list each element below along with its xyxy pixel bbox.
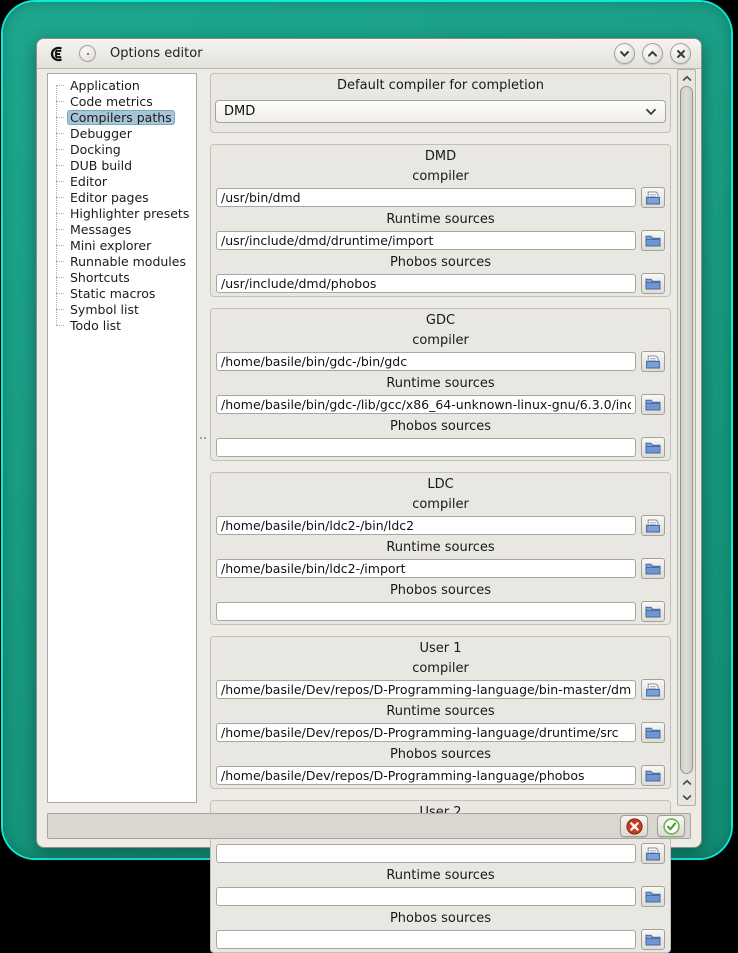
browse-runtime-button[interactable] <box>641 558 665 579</box>
runtime-row <box>216 886 665 907</box>
group-title: LDC <box>427 477 454 492</box>
sidebar-item-debugger[interactable] <box>48 125 196 141</box>
phobos-row <box>216 929 665 950</box>
browse-runtime-button[interactable] <box>641 230 665 251</box>
sidebar-item-runnable-modules[interactable] <box>48 253 196 269</box>
sidebar-splitter[interactable] <box>197 73 208 803</box>
runtime-label: Runtime sources <box>386 540 495 555</box>
phobos-label: Phobos sources <box>389 419 492 434</box>
runtime-label: Runtime sources <box>386 704 495 719</box>
compiler-label: compiler <box>412 333 469 348</box>
compiler-row <box>216 843 665 864</box>
runtime-label: Runtime sources <box>386 376 495 391</box>
group-title: GDC <box>425 313 456 328</box>
folder-icon <box>645 933 661 946</box>
gdc-runtime-input[interactable] <box>216 395 636 414</box>
sidebar-item-shortcuts[interactable] <box>48 269 196 285</box>
sidebar-item-label: Editor <box>70 173 107 189</box>
phobos-row <box>216 437 665 458</box>
sidebar-item-symbol-list[interactable] <box>48 301 196 317</box>
compiler-group-dmd <box>210 144 671 297</box>
phobos-row <box>216 601 665 622</box>
sidebar-item-todo-list[interactable] <box>48 317 196 333</box>
folder-icon <box>645 769 661 782</box>
sidebar-item-label: Symbol list <box>70 301 139 317</box>
folder-icon <box>645 726 661 739</box>
sidebar-item-label: Debugger <box>70 125 132 141</box>
folder-icon <box>645 234 661 247</box>
sidebar-item-label: Editor pages <box>70 189 149 205</box>
sidebar-item-editor[interactable] <box>48 173 196 189</box>
browse-runtime-button[interactable] <box>641 886 665 907</box>
group-title: User 1 <box>419 641 462 656</box>
compiler-row <box>216 515 665 536</box>
phobos-label: Phobos sources <box>389 583 492 598</box>
cancel-icon <box>626 818 643 835</box>
sidebar-item-label: DUB build <box>70 157 133 173</box>
folder-icon <box>645 277 661 290</box>
sidebar-item-messages[interactable] <box>48 221 196 237</box>
user-2-phobos-input[interactable] <box>216 930 636 949</box>
compiler-row <box>216 679 665 700</box>
category-list <box>47 73 197 803</box>
folder-icon <box>645 890 661 903</box>
open-file-icon <box>645 847 661 861</box>
scroll-down-button[interactable] <box>678 790 695 804</box>
folder-icon <box>645 562 661 575</box>
runtime-row <box>216 558 665 579</box>
user-2-runtime-input[interactable] <box>216 887 636 906</box>
user-1-phobos-input[interactable] <box>216 766 636 785</box>
sidebar-item-docking[interactable] <box>48 141 196 157</box>
sidebar-item-label: Compilers paths <box>67 110 175 125</box>
browse-compiler-button[interactable] <box>641 515 665 536</box>
folder-icon <box>645 441 661 454</box>
chevron-down-icon <box>645 108 657 116</box>
dialog-action-bar <box>47 813 691 839</box>
browse-runtime-button[interactable] <box>641 722 665 743</box>
default-compiler-group <box>210 73 671 133</box>
window-title: Options editor <box>110 46 203 61</box>
sidebar-item-mini-explorer[interactable] <box>48 237 196 253</box>
browse-compiler-button[interactable] <box>641 679 665 700</box>
folder-icon <box>645 605 661 618</box>
browse-phobos-button[interactable] <box>641 273 665 294</box>
sidebar-item-highlighter-presets[interactable] <box>48 205 196 221</box>
chevron-down-icon <box>619 50 630 58</box>
browse-compiler-button[interactable] <box>641 351 665 372</box>
compiler-row <box>216 351 665 372</box>
browse-runtime-button[interactable] <box>641 394 665 415</box>
dmd-compiler-input[interactable] <box>216 188 636 207</box>
gdc-compiler-input[interactable] <box>216 352 636 371</box>
runtime-label: Runtime sources <box>386 212 495 227</box>
sidebar-item-label: Static macros <box>70 285 156 301</box>
chevron-up-icon <box>682 779 692 786</box>
accept-button[interactable] <box>657 815 685 837</box>
sidebar-item-code-metrics[interactable] <box>48 93 196 109</box>
phobos-label: Phobos sources <box>389 255 492 270</box>
open-file-icon <box>645 519 661 533</box>
sidebar-item-dub-build[interactable] <box>48 157 196 173</box>
shade-button[interactable] <box>614 43 635 64</box>
open-file-icon <box>645 683 661 697</box>
user-1-runtime-input[interactable] <box>216 723 636 742</box>
sidebar-item-label: Docking <box>70 141 121 157</box>
chevron-down-icon <box>682 794 692 801</box>
vertical-scrollbar[interactable] <box>677 69 696 806</box>
sidebar-item-compilers-paths[interactable] <box>48 109 196 125</box>
sidebar-item-label: Mini explorer <box>70 237 152 253</box>
browse-compiler-button[interactable] <box>641 843 665 864</box>
titlebar[interactable] <box>37 39 701 69</box>
runtime-row <box>216 230 665 251</box>
scroll-up-button[interactable] <box>678 71 695 85</box>
default-compiler-value: DMD <box>224 104 256 119</box>
chevron-up-icon <box>682 75 692 82</box>
sidebar-item-static-macros[interactable] <box>48 285 196 301</box>
sidebar-tree <box>48 74 196 333</box>
unshade-button[interactable] <box>642 43 663 64</box>
open-file-icon <box>645 355 661 369</box>
browse-phobos-button[interactable] <box>641 601 665 622</box>
compiler-label: compiler <box>412 497 469 512</box>
group-title: DMD <box>424 149 457 164</box>
open-file-icon <box>645 191 661 205</box>
window-menu-button[interactable] <box>79 45 96 62</box>
phobos-label: Phobos sources <box>389 911 492 926</box>
dmd-runtime-input[interactable] <box>216 231 636 250</box>
compiler-label: compiler <box>412 169 469 184</box>
close-button[interactable] <box>670 43 691 64</box>
sidebar-item-label: Todo list <box>70 317 122 333</box>
user-2-compiler-input[interactable] <box>216 844 636 863</box>
runtime-row <box>216 722 665 743</box>
compiler-group-ldc <box>210 472 671 625</box>
options-viewport <box>208 69 673 926</box>
browse-phobos-button[interactable] <box>641 437 665 458</box>
sidebar-item-editor-pages[interactable] <box>48 189 196 205</box>
sidebar-item-label: Messages <box>70 221 132 237</box>
ldc-compiler-input[interactable] <box>216 516 636 535</box>
sidebar-item-label: Shortcuts <box>70 269 130 285</box>
coedit-logo-icon <box>47 46 69 62</box>
compiler-group-user-1 <box>210 636 671 789</box>
runtime-row <box>216 394 665 415</box>
cancel-button[interactable] <box>620 815 648 837</box>
default-compiler-select[interactable] <box>215 100 666 123</box>
browse-phobos-button[interactable] <box>641 929 665 950</box>
options-editor-window <box>36 38 702 926</box>
compiler-group-gdc <box>210 308 671 461</box>
folder-icon <box>645 398 661 411</box>
scrollbar-thumb[interactable] <box>680 86 693 774</box>
sidebar-item-label: Code metrics <box>70 93 153 109</box>
phobos-row <box>216 765 665 786</box>
user-1-compiler-input[interactable] <box>216 680 636 699</box>
sidebar-item-application[interactable] <box>48 77 196 93</box>
close-icon <box>676 49 686 59</box>
compiler-label: compiler <box>412 661 469 676</box>
default-compiler-group-title: Default compiler for completion <box>337 78 544 93</box>
ldc-runtime-input[interactable] <box>216 559 636 578</box>
runtime-label: Runtime sources <box>386 868 495 883</box>
chevron-up-icon <box>647 50 658 58</box>
sidebar-item-label: Application <box>70 77 140 93</box>
scroll-up-button-bottom[interactable] <box>678 775 695 789</box>
compiler-row <box>216 187 665 208</box>
sidebar-item-label: Highlighter presets <box>70 205 190 221</box>
dmd-phobos-input[interactable] <box>216 274 636 293</box>
ldc-phobos-input[interactable] <box>216 602 636 621</box>
phobos-label: Phobos sources <box>389 747 492 762</box>
gdc-phobos-input[interactable] <box>216 438 636 457</box>
phobos-row <box>216 273 665 294</box>
browse-phobos-button[interactable] <box>641 765 665 786</box>
browse-compiler-button[interactable] <box>641 187 665 208</box>
sidebar-item-label: Runnable modules <box>70 253 186 269</box>
accept-icon <box>663 818 680 835</box>
